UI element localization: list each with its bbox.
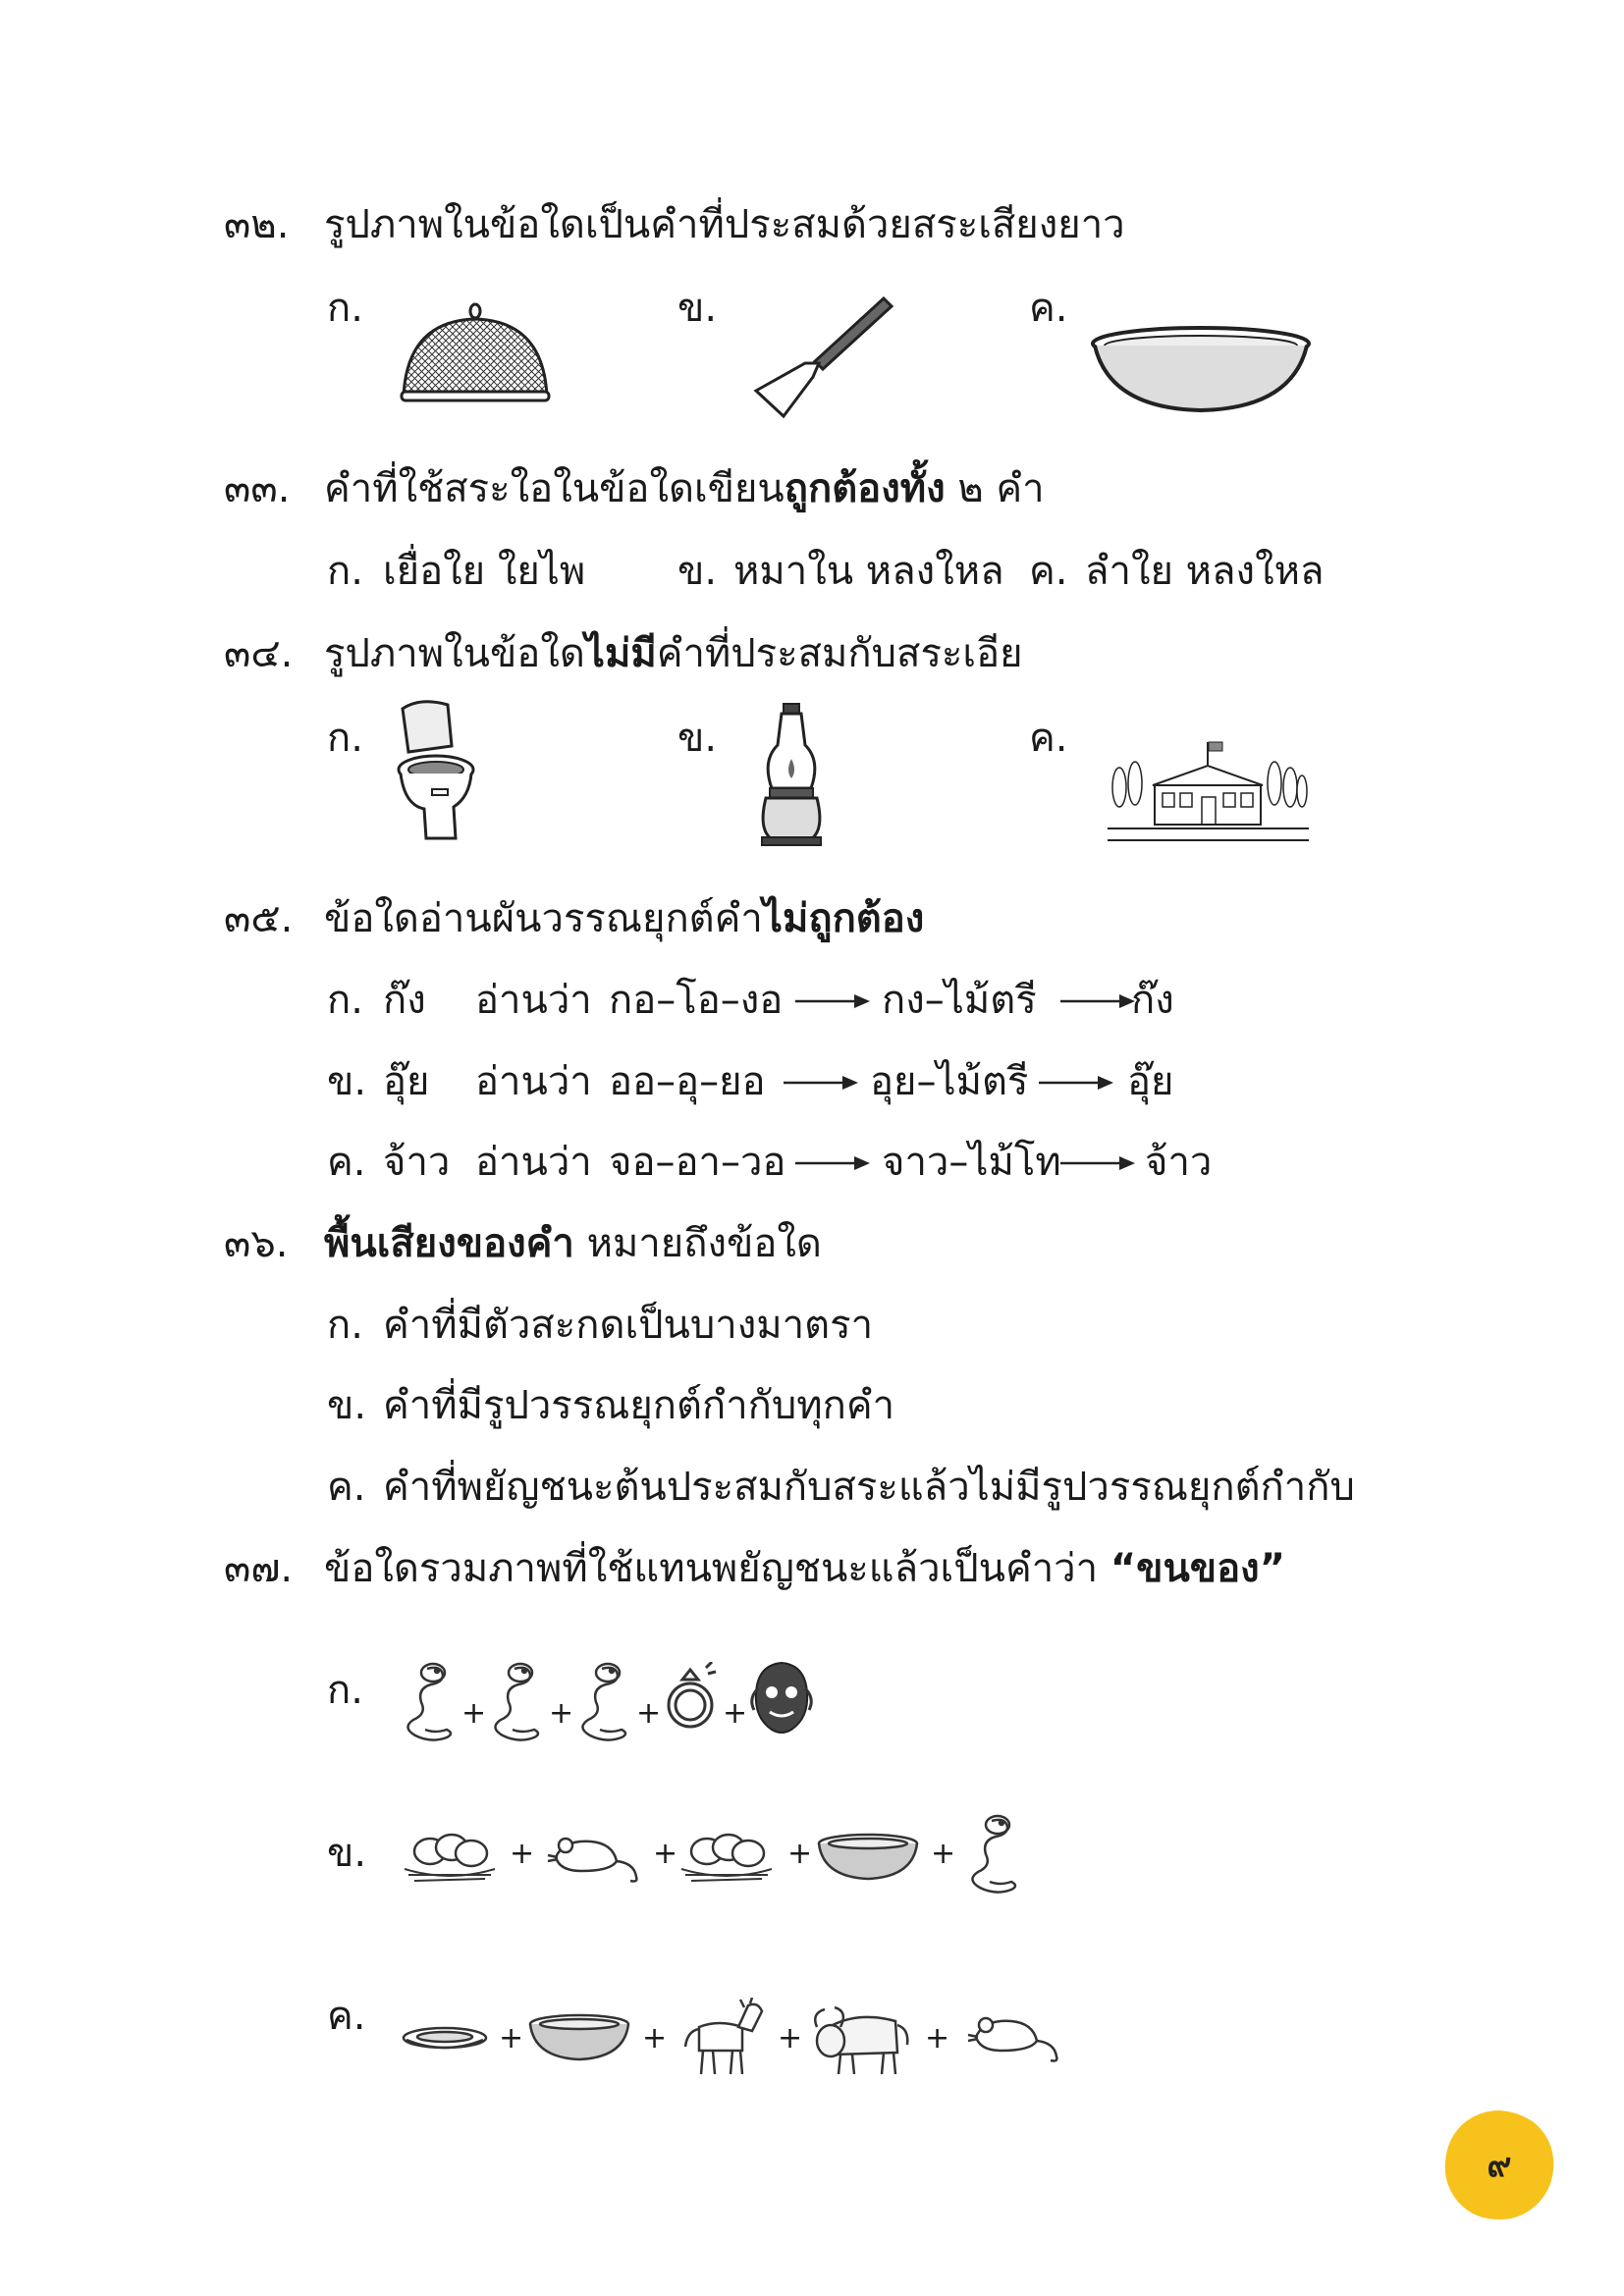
arrow-right-icon <box>793 1153 872 1173</box>
arrow-right-icon <box>1058 991 1137 1011</box>
page-number: ๙ <box>1487 2146 1512 2185</box>
question-34-option-c-label[interactable]: ค. <box>1029 716 1068 761</box>
question-35-number: ๓๕. <box>224 896 294 941</box>
plus-sign: + <box>636 1696 662 1731</box>
arrow-right-icon <box>793 991 872 1011</box>
snake-icon <box>572 1659 633 1747</box>
question-33-option-c-text: ลำใย หลงใหล <box>1085 549 1325 594</box>
plus-sign: + <box>549 1696 574 1731</box>
question-37-option-a-label[interactable]: ก. <box>327 1668 363 1713</box>
question-34-option-a-label[interactable]: ก. <box>327 716 363 761</box>
eggs-icon <box>677 1828 776 1885</box>
plate-icon <box>401 2024 489 2054</box>
arrow-right-icon <box>782 1073 860 1093</box>
question-35-option-a-label[interactable]: ก. <box>327 978 363 1023</box>
question-36-text: พื้นเสียงของคำ หมายถึงข้อใด <box>324 1221 822 1266</box>
question-35-option-a-word: ก๊ง <box>383 978 426 1023</box>
question-34-option-b-label[interactable]: ข. <box>677 716 718 761</box>
question-35-option-a-reads: อ่านว่า <box>475 978 592 1023</box>
horse-icon <box>679 1998 768 2078</box>
question-33-option-b-label[interactable]: ข. <box>677 549 718 594</box>
buffalo-icon <box>811 1998 913 2078</box>
toilet-icon <box>391 699 481 844</box>
question-33-option-a-text: เยื่อใย ใยไพ <box>383 549 586 594</box>
question-36-option-b-label[interactable]: ข. <box>327 1383 367 1428</box>
question-33-option-c-label[interactable]: ค. <box>1029 549 1068 594</box>
question-35-option-a-step: กง–ไม้ตรี <box>882 978 1037 1023</box>
basin-icon <box>1088 324 1314 417</box>
question-35-option-c-result: จ้าว <box>1145 1140 1213 1185</box>
question-35-option-b-reads: อ่านว่า <box>475 1059 592 1104</box>
mouse-icon <box>542 1828 644 1885</box>
bowl-icon <box>526 2012 632 2063</box>
question-32-text: รูปภาพในข้อใดเป็นคำที่ประสมด้วยสระเสียงยาว <box>324 202 1125 247</box>
school-building-icon <box>1108 738 1309 844</box>
plus-sign: + <box>723 1696 748 1731</box>
arrow-right-icon <box>1058 1153 1137 1173</box>
question-35-option-c-label[interactable]: ค. <box>327 1140 366 1185</box>
question-37-text: ข้อใดรวมภาพที่ใช้แทนพยัญชนะแล้วเป็นคำว่า “ขนของ” <box>324 1546 1285 1591</box>
plus-sign: + <box>642 2021 668 2056</box>
snake-icon <box>962 1811 1023 1899</box>
mouse-icon <box>962 2007 1064 2064</box>
plus-sign: + <box>778 2021 803 2056</box>
question-32-option-a-label[interactable]: ก. <box>327 286 363 331</box>
question-35-option-c-spell: จอ–อา–วอ <box>609 1140 786 1185</box>
question-37-option-b-label[interactable]: ข. <box>327 1831 367 1876</box>
eggs-icon <box>401 1828 499 1885</box>
question-34-number: ๓๔. <box>224 631 294 676</box>
question-36-option-a-text: คำที่มีตัวสะกดเป็นบางมาตรา <box>383 1303 874 1348</box>
question-33-number: ๓๓. <box>224 466 291 511</box>
question-32-number: ๓๒. <box>224 202 290 247</box>
question-35-option-b-label[interactable]: ข. <box>327 1059 367 1104</box>
question-35-option-a-spell: กอ–โอ–งอ <box>609 978 784 1023</box>
snake-icon <box>485 1659 546 1747</box>
question-37-number: ๓๗. <box>224 1546 294 1591</box>
plus-sign: + <box>787 1837 813 1871</box>
snake-icon <box>398 1659 459 1747</box>
plus-sign: + <box>925 2021 950 2056</box>
question-35-option-c-word: จ้าว <box>383 1140 451 1185</box>
plus-sign: + <box>653 1837 678 1871</box>
mask-icon <box>746 1659 817 1737</box>
question-32-option-c-label[interactable]: ค. <box>1029 286 1068 331</box>
plus-sign: + <box>499 2021 524 2056</box>
question-35-option-b-word: อุ๊ย <box>383 1059 430 1104</box>
bowl-icon <box>815 1832 921 1883</box>
question-37-option-c-label[interactable]: ค. <box>327 1994 366 2039</box>
question-35-option-b-result: อุ๊ย <box>1127 1059 1174 1104</box>
question-35-option-c-reads: อ่านว่า <box>475 1140 592 1185</box>
question-35-text: ข้อใดอ่านผันวรรณยุกต์คำไม่ถูกต้อง <box>324 896 925 941</box>
oil-lamp-icon <box>756 702 827 849</box>
plus-sign: + <box>461 1696 487 1731</box>
question-35-option-c-step: จาว–ไม้โท <box>882 1140 1061 1185</box>
question-36-option-b-text: คำที่มีรูปวรรณยุกต์กำกับทุกคำ <box>383 1383 895 1428</box>
question-35-option-b-step: อุย–ไม้ตรี <box>870 1059 1029 1104</box>
question-36-option-c-text: คำที่พยัญชนะต้นประสมกับสระแล้วไม่มีรูปวรรณยุกต์กำกับ <box>383 1465 1355 1510</box>
question-32-option-b-label[interactable]: ข. <box>677 286 718 331</box>
question-36-option-a-label[interactable]: ก. <box>327 1303 363 1348</box>
question-33-option-b-text: หมาใน หลงใหล <box>733 549 1004 594</box>
ring-icon <box>663 1662 720 1733</box>
spatula-icon <box>746 293 893 420</box>
question-36-option-c-label[interactable]: ค. <box>327 1465 366 1510</box>
food-cover-icon <box>398 299 553 409</box>
question-35-option-b-spell: ออ–อุ–ยอ <box>609 1059 766 1104</box>
question-34-text: รูปภาพในข้อใดไม่มีคำที่ประสมกับสระเอีย <box>324 631 1023 676</box>
plus-sign: + <box>510 1837 535 1871</box>
question-35-option-a-result: ก๊ง <box>1131 978 1174 1023</box>
arrow-right-icon <box>1037 1073 1115 1093</box>
question-33-text: คำที่ใช้สระใอในข้อใดเขียนถูกต้องทั้ง ๒ คำ <box>324 466 1045 511</box>
question-33-option-a-label[interactable]: ก. <box>327 549 363 594</box>
plus-sign: + <box>931 1837 956 1871</box>
question-36-number: ๓๖. <box>224 1221 289 1266</box>
